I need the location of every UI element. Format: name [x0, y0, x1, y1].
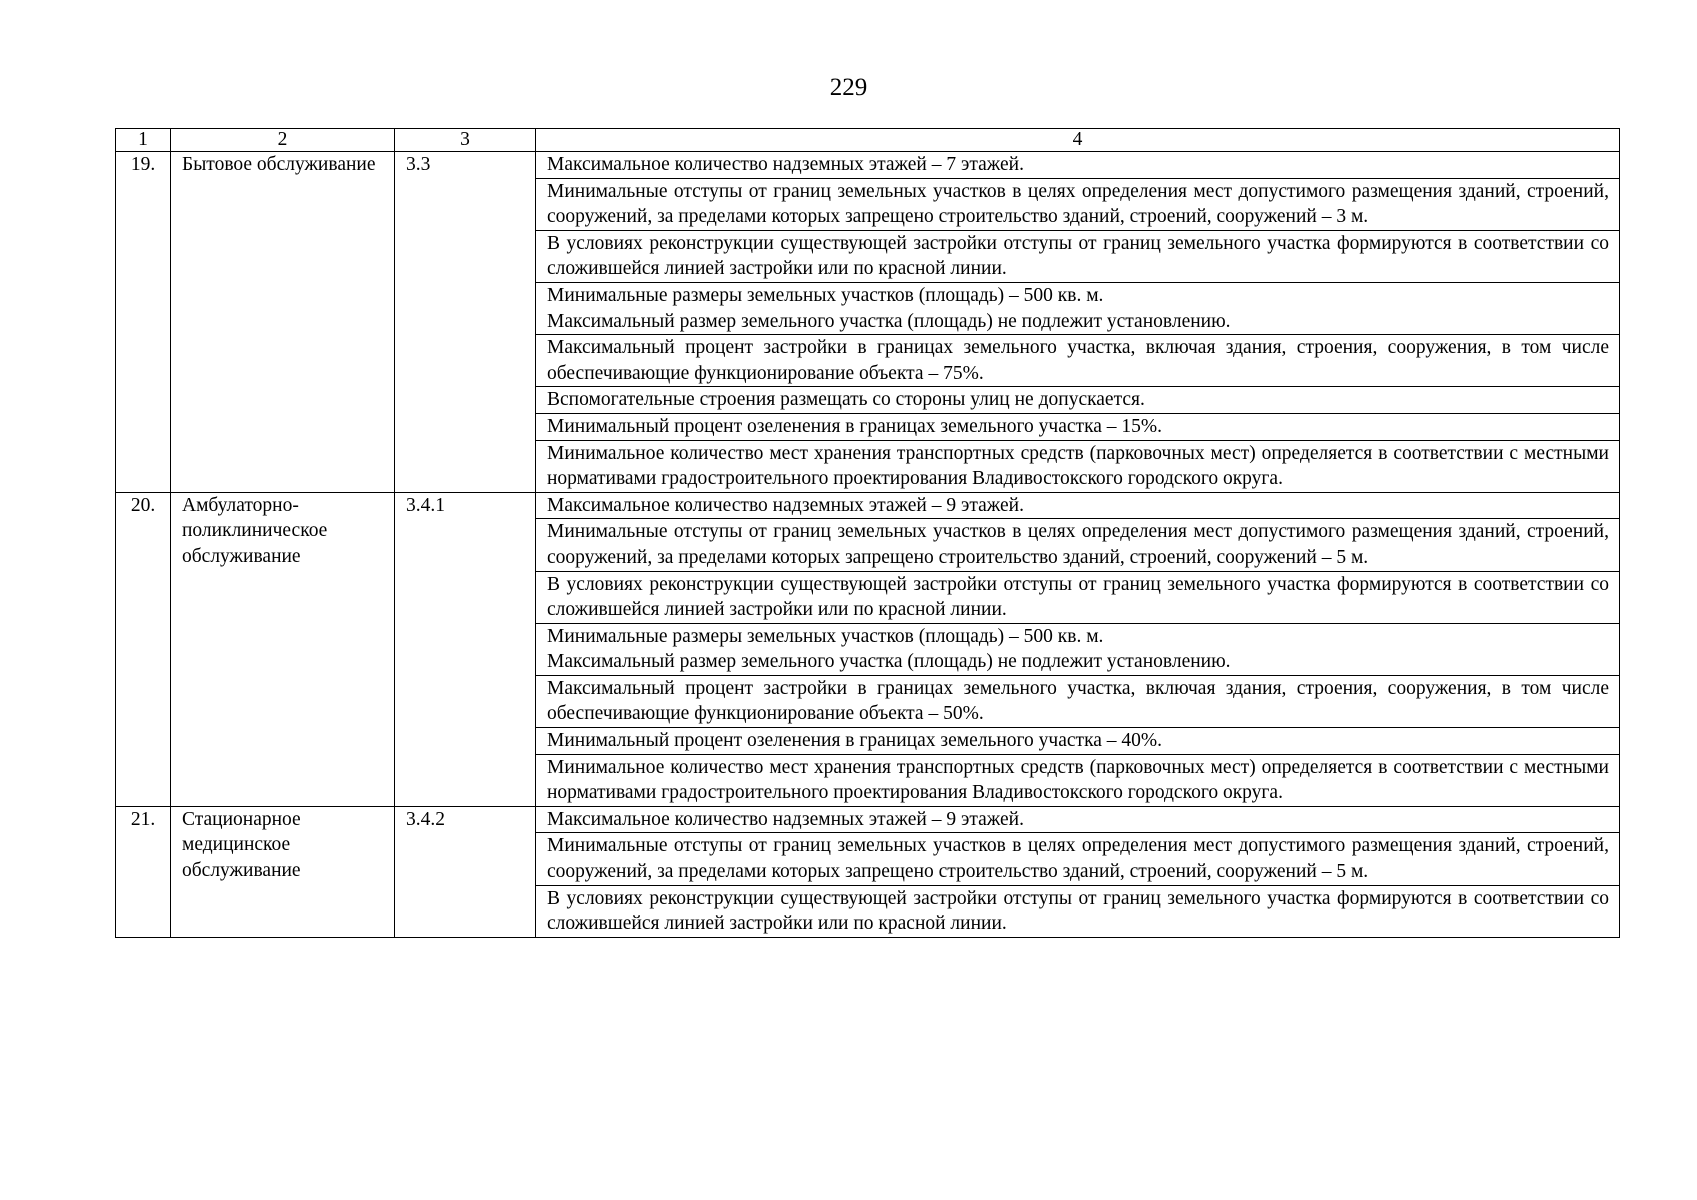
column-number-1: 1: [116, 129, 171, 152]
column-number-3: 3: [395, 129, 536, 152]
parameter-text: Максимальное количество надземных этажей – 7 этажей.: [536, 152, 1620, 179]
row-number: 21.: [116, 806, 171, 937]
parameter-text: Минимальные размеры земельных участков (площадь) – 500 кв. м. Максимальный размер земельного участка (площадь) не подлежит установлению.: [536, 282, 1620, 334]
land-use-name: Бытовое обслуживание: [171, 152, 395, 493]
parameter-text: Максимальное количество надземных этажей – 9 этажей.: [536, 806, 1620, 833]
table-header-row: [116, 129, 1620, 152]
column-number-4: 4: [536, 129, 1620, 152]
parameter-text: В условиях реконструкции существующей застройки отступы от границ земельного участка формируются в соответствии со сложившейся линией застройки или по красной линии.: [536, 230, 1620, 282]
table-row: [116, 492, 1620, 519]
parameter-text: Вспомогательные строения размещать со стороны улиц не допускается.: [536, 387, 1620, 414]
land-use-code: 3.3: [395, 152, 536, 493]
parameter-text: Минимальные отступы от границ земельных участков в целях определения мест допустимого размещения зданий, строений, сооружений, за пределами которых запрещено строительство зданий, строений, сооружений – 3 м.: [536, 178, 1620, 230]
parameter-text: Минимальный процент озеленения в границах земельного участка – 15%.: [536, 413, 1620, 440]
parameter-text: В условиях реконструкции существующей застройки отступы от границ земельного участка формируются в соответствии со сложившейся линией застройки или по красной линии.: [536, 571, 1620, 623]
land-use-name: Амбулаторно-поликлиническое обслуживание: [171, 492, 395, 806]
row-number: 20.: [116, 492, 171, 806]
column-number-2: 2: [171, 129, 395, 152]
land-use-code: 3.4.2: [395, 806, 536, 937]
page-number: 229: [829, 74, 868, 101]
parameter-text: В условиях реконструкции существующей застройки отступы от границ земельного участка формируются в соответствии со сложившейся линией застройки или по красной линии.: [536, 885, 1620, 937]
land-use-name: Стационарное медицинское обслуживание: [171, 806, 395, 937]
row-number: 19.: [116, 152, 171, 493]
table-row: [116, 152, 1620, 179]
parameter-text: Минимальные размеры земельных участков (площадь) – 500 кв. м. Максимальный размер земельного участка (площадь) не подлежит установлению.: [536, 623, 1620, 675]
parameter-text: Минимальные отступы от границ земельных участков в целях определения мест допустимого размещения зданий, строений, сооружений, за пределами которых запрещено строительство зданий, строений, сооружений – 5 м.: [536, 519, 1620, 571]
parameter-text: Минимальные отступы от границ земельных участков в целях определения мест допустимого размещения зданий, строений, сооружений, за пределами которых запрещено строительство зданий, строений, сооружений – 5 м.: [536, 833, 1620, 885]
parameter-text: Минимальное количество мест хранения транспортных средств (парковочных мест) определяется в соответствии с местными нормативами градостроительного проектирования Владивостокского городского округа.: [536, 440, 1620, 492]
table-row: [116, 806, 1620, 833]
parameter-text: Максимальное количество надземных этажей – 9 этажей.: [536, 492, 1620, 519]
land-use-code: 3.4.1: [395, 492, 536, 806]
parameter-text: Максимальный процент застройки в границах земельного участка, включая здания, строения, сооружения, в том числе обеспечивающие функционирование объекта – 75%.: [536, 335, 1620, 387]
parameter-text: Максимальный процент застройки в границах земельного участка, включая здания, строения, сооружения, в том числе обеспечивающие функционирование объекта – 50%.: [536, 675, 1620, 727]
parameter-text: Минимальный процент озеленения в границах земельного участка – 40%.: [536, 728, 1620, 755]
parameter-text: Минимальное количество мест хранения транспортных средств (парковочных мест) определяется в соответствии с местными нормативами градостроительного проектирования Владивостокского городского округа.: [536, 754, 1620, 806]
regulations-table: [115, 128, 1620, 938]
